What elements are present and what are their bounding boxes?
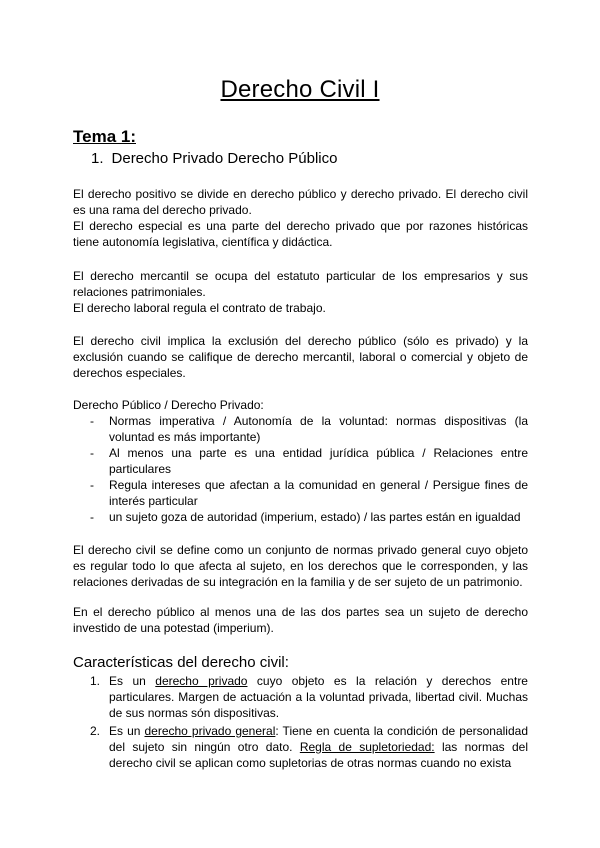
list-item-text: Es un — [109, 724, 145, 738]
list-item — [90, 445, 528, 477]
list-number: 1. — [90, 674, 101, 688]
list-item-text: Regula intereses que afectan a la comunidad en general / Persigue fines de interés particular — [109, 478, 528, 508]
document-title: Derecho Civil I — [220, 76, 380, 103]
dash-marker: - — [90, 478, 94, 492]
characteristics-list — [90, 673, 528, 773]
section-heading — [91, 150, 337, 167]
comparison-list — [90, 413, 528, 525]
list-item-text: Es un — [109, 674, 156, 688]
section-title: Derecho Privado Derecho Público — [111, 150, 338, 167]
list-item — [90, 477, 528, 509]
list-item-text: las normas del derecho civil se aplican como supletorias de otras normas cuando no exista — [109, 740, 528, 770]
list-item-text: : Tiene en cuenta la condición de personalidad del sujeto sin ningún otro dato. — [109, 724, 528, 754]
list-item — [90, 723, 528, 771]
list-intro: Derecho Público / Derecho Privado: — [73, 398, 264, 412]
list-item — [90, 413, 528, 445]
underlined-term: derecho privado — [155, 674, 248, 688]
tema-heading: Tema 1: — [73, 127, 136, 146]
paragraph-line: El derecho positivo se divide en derecho público y derecho privado. El derecho civil es una rama del derecho privado. — [73, 187, 528, 217]
paragraph — [73, 186, 528, 250]
dash-marker: - — [90, 414, 94, 428]
list-item — [90, 673, 528, 721]
dash-marker: - — [90, 510, 94, 524]
paragraph-line: El derecho mercantil se ocupa del estatuto particular de los empresarios y sus relaciones patrimoniales. — [73, 269, 528, 299]
paragraph: En el derecho público al menos una de las dos partes sea un sujeto de derecho investido de una potestad (imperium). — [73, 605, 528, 635]
section-number: 1. — [91, 150, 104, 167]
underlined-term: derecho privado general — [144, 724, 276, 738]
underlined-term: Regla de supletoriedad: — [299, 740, 435, 754]
paragraph-line: El derecho especial es una parte del derecho privado que por razones históricas tiene autonomía legislativa, científica y didáctica. — [73, 219, 528, 249]
paragraph — [73, 268, 528, 316]
list-item — [90, 509, 528, 525]
list-number: 2. — [90, 724, 101, 738]
list-item-text: un sujeto goza de autoridad (imperium, estado) / las partes están en igualdad — [109, 510, 521, 524]
list-item-text: Al menos una parte es una entidad jurídica pública / Relaciones entre particulares — [109, 446, 528, 476]
paragraph-line: El derecho laboral regula el contrato de trabajo. — [73, 301, 326, 315]
paragraph: El derecho civil implica la exclusión del derecho público (sólo es privado) y la exclusión cuando se califique de derecho mercantil, laboral o comercial y objeto de derechos especiales. — [73, 334, 528, 380]
characteristics-heading: Características del derecho civil: — [73, 654, 289, 671]
dash-marker: - — [90, 446, 94, 460]
list-item-text: cuyo objeto es la relación y derechos entre particulares. Margen de actuación a la voluntad privada, libertad civil. Muchas de sus normas són dispositivas. — [109, 674, 528, 720]
paragraph: El derecho civil se define como un conjunto de normas privado general cuyo objeto es regular todo lo que afecta al sujeto, en los derechos que le corresponden, y las relaciones derivadas de su integración en la familia y de ser sujeto de un patrimonio. — [73, 543, 528, 589]
list-item-text: Normas imperativa / Autonomía de la voluntad: normas dispositivas (la voluntad es más importante) — [109, 414, 528, 444]
